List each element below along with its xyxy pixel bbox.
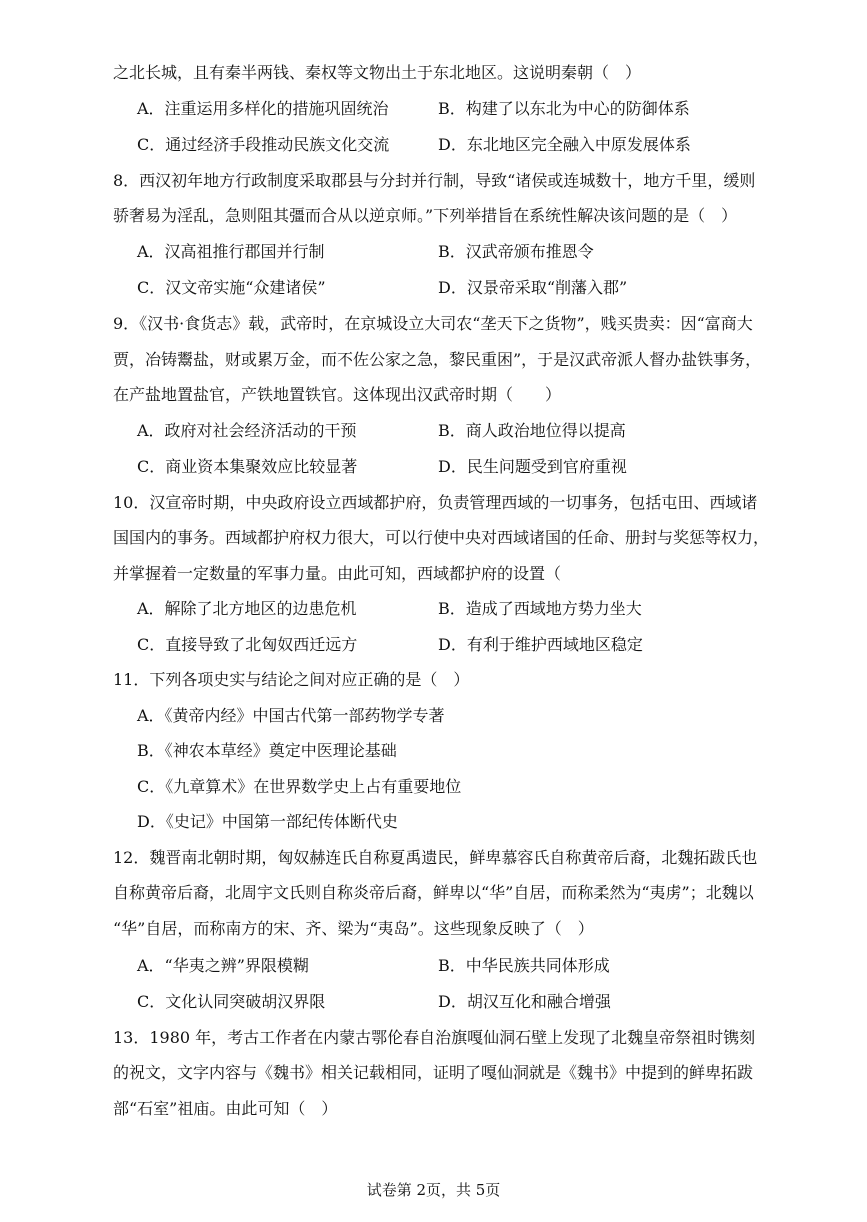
q9-stem-line-2: 贾，冶铸鬻盐，财或累万金，而不佐公家之急，黎民重困”，于是汉武帝派人督办盐铁事务， [113,350,762,369]
q12-stem-line-3: “华”自居，而称南方的宋、齐、梁为“夷岛”。这些现象反映了（ ） [113,919,594,938]
page-footer: 试卷第 2页，共 5页 [366,1181,501,1199]
q12-stem-line-1: 12．魏晋南北朝时期，匈奴赫连氏自称夏禹遗民，鲜卑慕容氏自称黄帝后裔，北魏拓跋氏也 [113,848,758,867]
q8-option-c: C．汉文帝实施“众建诸侯” [137,278,326,297]
q8-option-a: A．汉高祖推行郡国并行制 [137,242,325,261]
q10-option-d: D．有利于维护西域地区稳定 [438,635,643,654]
q9-option-c: C．商业资本集聚效应比较显著 [137,457,358,476]
q7-option-c: C．通过经济手段推动民族文化交流 [137,135,390,154]
q7-option-a: A．注重运用多样化的措施巩固统治 [137,99,389,118]
q10-stem-line-2: 国国内的事务。西域都护府权力很大，可以行使中央对西域诸国的任命、册封与奖惩等权力， [113,528,770,547]
q9-option-b: B．商人政治地位得以提高 [438,421,626,440]
q8-stem-line-1: 8．西汉初年地方行政制度采取郡县与分封并行制，导致“诸侯或连城数十，地方千里，缓则 [113,171,756,190]
q12-option-d: D．胡汉互化和融合增强 [438,992,611,1011]
q7-option-b: B．构建了以东北为中心的防御体系 [438,99,690,118]
q10-option-a: A．解除了北方地区的边患危机 [137,599,357,618]
q9-option-a: A．政府对社会经济活动的干预 [137,421,357,440]
q13-stem-line-3: 部“石室”祖庙。由此可知（ ） [113,1099,338,1118]
q11-option-b: B．《神农本草经》奠定中医理论基础 [137,741,397,760]
q12-option-a: A．“华夷之辨”界限模糊 [137,956,309,975]
q9-stem-line-1: 9．《汉书·食货志》载，武帝时，在京城设立大司农“垄天下之货物”，贱买贵卖：因“富商大 [113,314,753,333]
q10-stem-line-3: 并掌握着一定数量的军事力量。由此可知，西域都护府的设置（ [113,564,562,583]
q11-option-d: D．《史记》中国第一部纪传体断代史 [137,812,398,831]
q11-stem-line-1: 11．下列各项史实与结论之间对应正确的是（ ） [113,670,470,689]
q10-option-c: C．直接导致了北匈奴西迁远方 [137,635,358,654]
q11-option-c: C．《九章算术》在世界数学史上占有重要地位 [137,777,462,796]
q9-option-d: D．民生问题受到官府重视 [438,457,627,476]
q8-option-d: D．汉景帝采取“削藩入郡” [438,278,628,297]
q10-option-b: B．造成了西域地方势力坐大 [438,599,642,618]
q12-stem-line-2: 自称黄帝后裔，北周宇文氏则自称炎帝后裔，鲜卑以“华”自居，而称柔然为“夷虏”；北魏以 [113,883,754,902]
q11-option-a: A．《黄帝内经》中国古代第一部药物学专著 [137,706,445,725]
q8-option-b: B．汉武帝颁布推恩令 [438,242,594,261]
q13-stem-line-1: 13．1980 年，考古工作者在内蒙古鄂伦春自治旗嘎仙洞石壁上发现了北魏皇帝祭祖时镌刻 [113,1028,756,1047]
q13-stem-line-2: 的祝文，文字内容与《魏书》相关记载相同，证明了嘎仙洞就是《魏书》中提到的鲜卑拓跋 [113,1063,754,1082]
q7-option-d: D．东北地区完全融入中原发展体系 [438,135,691,154]
q10-stem-line-1: 10．汉宣帝时期，中央政府设立西域都护府，负责管理西域的一切事务，包括屯田、西域诸 [113,493,758,512]
q12-option-b: B．中华民族共同体形成 [438,956,610,975]
q12-option-c: C．文化认同突破胡汉界限 [137,992,326,1011]
q9-stem-line-3: 在产盐地置盐官，产铁地置铁官。这体现出汉武帝时期（ ） [113,385,562,404]
q7-stem-line: 之北长城，且有秦半两钱、秦权等文物出土于东北地区。这说明秦朝（ ） [113,63,642,82]
q8-stem-line-2: 骄奢易为淫乱，急则阻其彊而合从以逆京师。”下列举措旨在系统性解决该问题的是（ ） [113,206,738,225]
